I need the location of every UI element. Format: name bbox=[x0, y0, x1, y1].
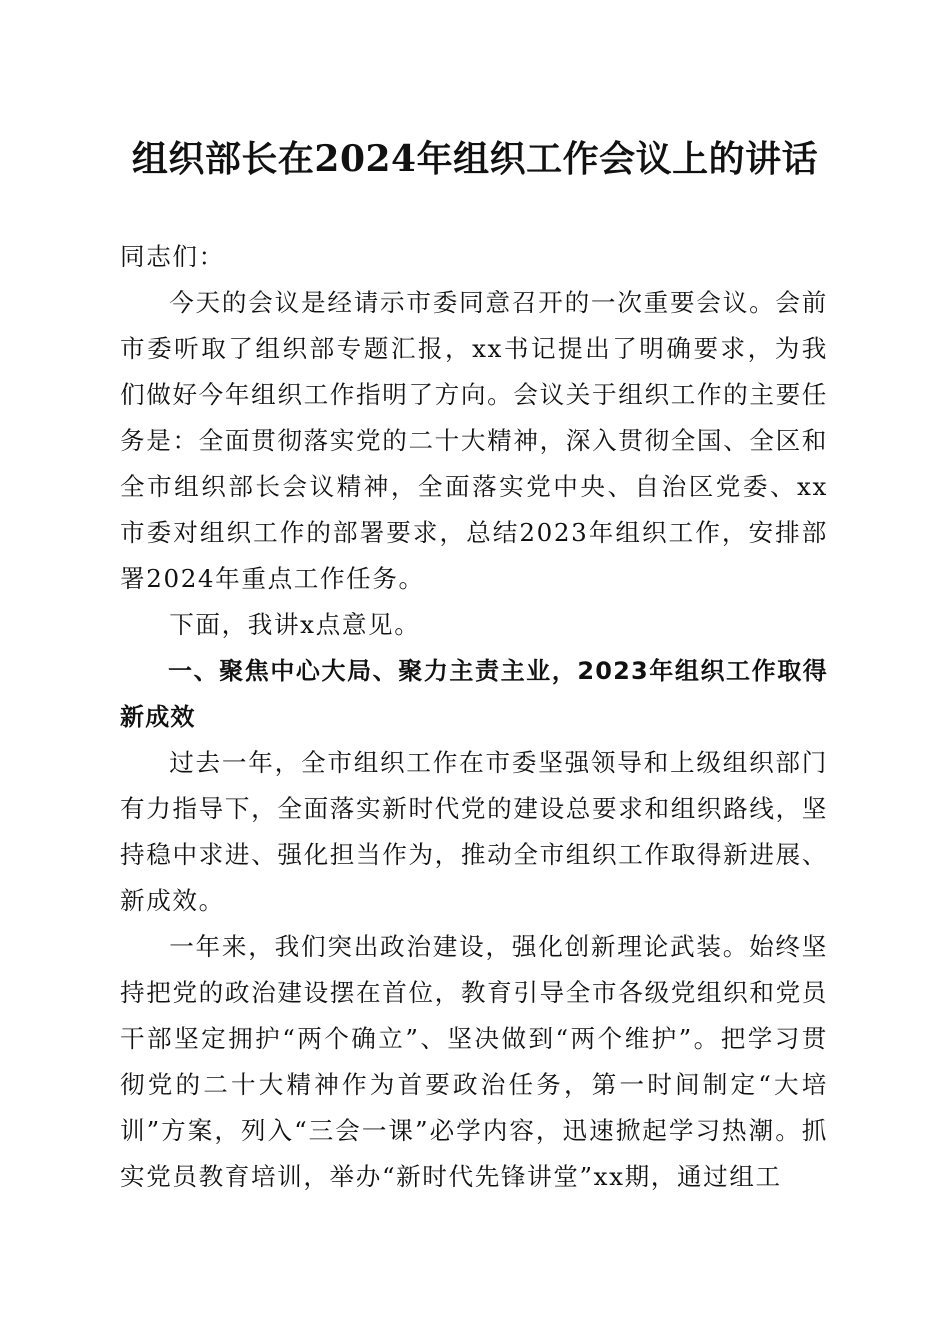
paragraph-review: 过去一年，全市组织工作在市委坚强领导和上级组织部门有力指导下，全面落实新时代党的建设总要求和组织路线，坚持稳中求进、强化担当作为，推动全市组织工作取得新进展、新成效。 bbox=[120, 748, 828, 915]
paragraph-outline: 下面，我讲x点意见。 bbox=[169, 610, 421, 639]
document-body bbox=[120, 234, 828, 1200]
document-title: 组织部长在2024年组织工作会议上的讲话 bbox=[131, 138, 819, 180]
paragraph-opening: 今天的会议是经请示市委同意召开的一次重要会议。会前市委听取了组织部专题汇报，xx书记提出了明确要求，为我们做好今年组织工作指明了方向。会议关于组织工作的主要任务是：全面贯彻落实党的二十大精神，深入贯彻全国、全区和全市组织部长会议精神，全面落实党中央、自治区党委、xx市委对组织工作的部署要求，总结2023年组织工作，安排部署2024年重点工作任务。 bbox=[120, 288, 828, 593]
paragraph-political-building: 一年来，我们突出政治建设，强化创新理论武装。始终坚持把党的政治建设摆在首位，教育引导全市各级党组织和党员干部坚定拥护“两个确立”、坚决做到“两个维护”。把学习贯彻党的二十大精神作为首要政治任务，第一时间制定“大培训”方案，列入“三会一课”必学内容，迅速掀起学习热潮。抓实党员教育培训，举办“新时代先锋讲堂”xx期，通过组工 bbox=[120, 932, 828, 1191]
section-heading-1: 一、聚焦中心大局、聚力主责主业，2023年组织工作取得新成效 bbox=[120, 657, 828, 731]
salutation: 同志们： bbox=[120, 242, 225, 271]
